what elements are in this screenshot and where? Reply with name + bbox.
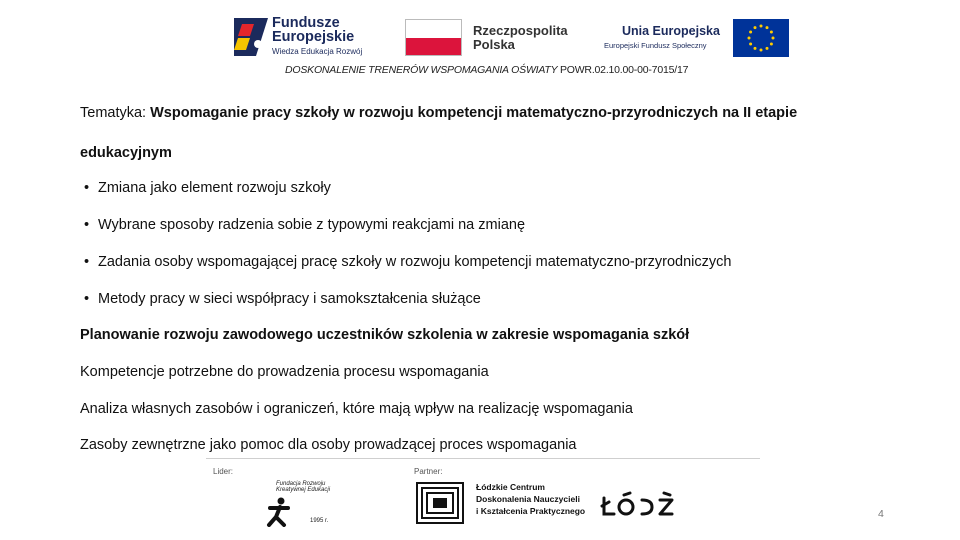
lider-logo-text: [276, 481, 330, 493]
topic-line: [80, 104, 797, 122]
eu-subtitle: Europejski Fundusz Społeczny: [604, 41, 707, 50]
bullet-item: [84, 179, 331, 197]
eu-flag-icon: [733, 19, 789, 57]
topic-label: Tematyka:: [80, 105, 151, 121]
ldc-logo-icon: [416, 482, 464, 524]
page-number: 4: [878, 508, 884, 520]
partner-label: Partner:: [414, 467, 443, 476]
ldc-line3: i Kształcenia Praktycznego: [476, 506, 586, 516]
bold-paragraph: [80, 326, 689, 344]
paragraph: Zasoby zewnętrzne jako pomoc dla osoby prowadzącej proces wspomagania: [80, 437, 577, 453]
bullet-text: Metody pracy w sieci współpracy i samokształcenia służące: [98, 291, 481, 307]
fe-logo-subtitle: Wiedza Edukacja Rozwój: [272, 47, 363, 56]
running-figure-icon: [266, 497, 292, 527]
bullet-item: [84, 290, 481, 308]
lider-label: Lider:: [213, 467, 234, 476]
eu-star-icon: [770, 31, 773, 34]
bullet-text: Wybrane sposoby radzenia sobie z typowymi reakcjami na zmianę: [98, 217, 526, 233]
project-number: POWR.02.10.00-00-7015/17: [559, 64, 689, 76]
bullet-dot-icon: •: [84, 254, 90, 270]
fe-logo-text: [272, 16, 354, 44]
topic-title: Wspomaganie pracy szkoły w rozwoju kompetencji matematyczno-przyrodniczych na II etapie: [150, 105, 798, 121]
pl-line1: Rzeczpospolita: [473, 23, 568, 38]
ldc-line2: Doskonalenia Nauczycieli: [476, 494, 580, 504]
ldc-logo-text: [476, 481, 585, 517]
rzeczpospolita-text: [473, 24, 568, 52]
eu-star-icon: [770, 43, 773, 46]
eu-star-icon: [760, 25, 763, 28]
eu-star-icon: [754, 47, 757, 50]
lider-logo-line1: Fundacja Rozwoju: [276, 481, 326, 487]
paragraph: Analiza własnych zasobów i ograniczeń, które mają wpływ na realizację wspomagania: [80, 401, 633, 417]
poland-flag-icon: [405, 19, 462, 56]
eu-star-icon: [760, 49, 763, 52]
project-title: DOSKONALENIE TRENERÓW WSPOMAGANIA OŚWIATY: [285, 64, 560, 76]
bullet-dot-icon: •: [84, 291, 90, 307]
eu-star-icon: [766, 26, 769, 29]
fe-logo-line1: Fundusze: [272, 15, 340, 31]
bullet-text: Zadania osoby wspomagającej pracę szkoły w rozwoju kompetencji matematyczno-przyrodniczych: [98, 254, 732, 270]
bullet-item: [84, 216, 525, 234]
eu-star-icon: [749, 43, 752, 46]
eu-title: Unia Europejska: [622, 24, 720, 38]
topic-line-continued: [80, 144, 172, 162]
paragraph: Kompetencje potrzebne do prowadzenia procesu wspomagania: [80, 364, 489, 380]
eu-star-icon: [749, 31, 752, 34]
project-line: [285, 64, 688, 76]
lodz-city-logo: [600, 490, 676, 520]
bullet-text: Zmiana jako element rozwoju szkoły: [98, 180, 331, 196]
fe-logo-line2: Europejskie: [272, 29, 355, 45]
eu-star-icon: [754, 26, 757, 29]
pl-line2: Polska: [473, 37, 515, 52]
footer-divider: [206, 458, 760, 459]
bullet-item: [84, 253, 731, 271]
lider-logo-line2: Kreatywnej Edukacji: [276, 487, 331, 493]
bullet-dot-icon: •: [84, 217, 90, 233]
bold-paragraph-text: Planowanie rozwoju zawodowego uczestników szkolenia w zakresie wspomagania szkół: [80, 327, 690, 343]
topic-title-end: edukacyjnym: [80, 145, 172, 161]
ldc-line1: Łódzkie Centrum: [476, 482, 545, 492]
lider-logo-year: 1995 r.: [310, 518, 329, 524]
eu-star-icon: [748, 37, 751, 40]
eu-star-icon: [772, 37, 775, 40]
eu-star-icon: [766, 47, 769, 50]
bullet-dot-icon: •: [84, 180, 90, 196]
